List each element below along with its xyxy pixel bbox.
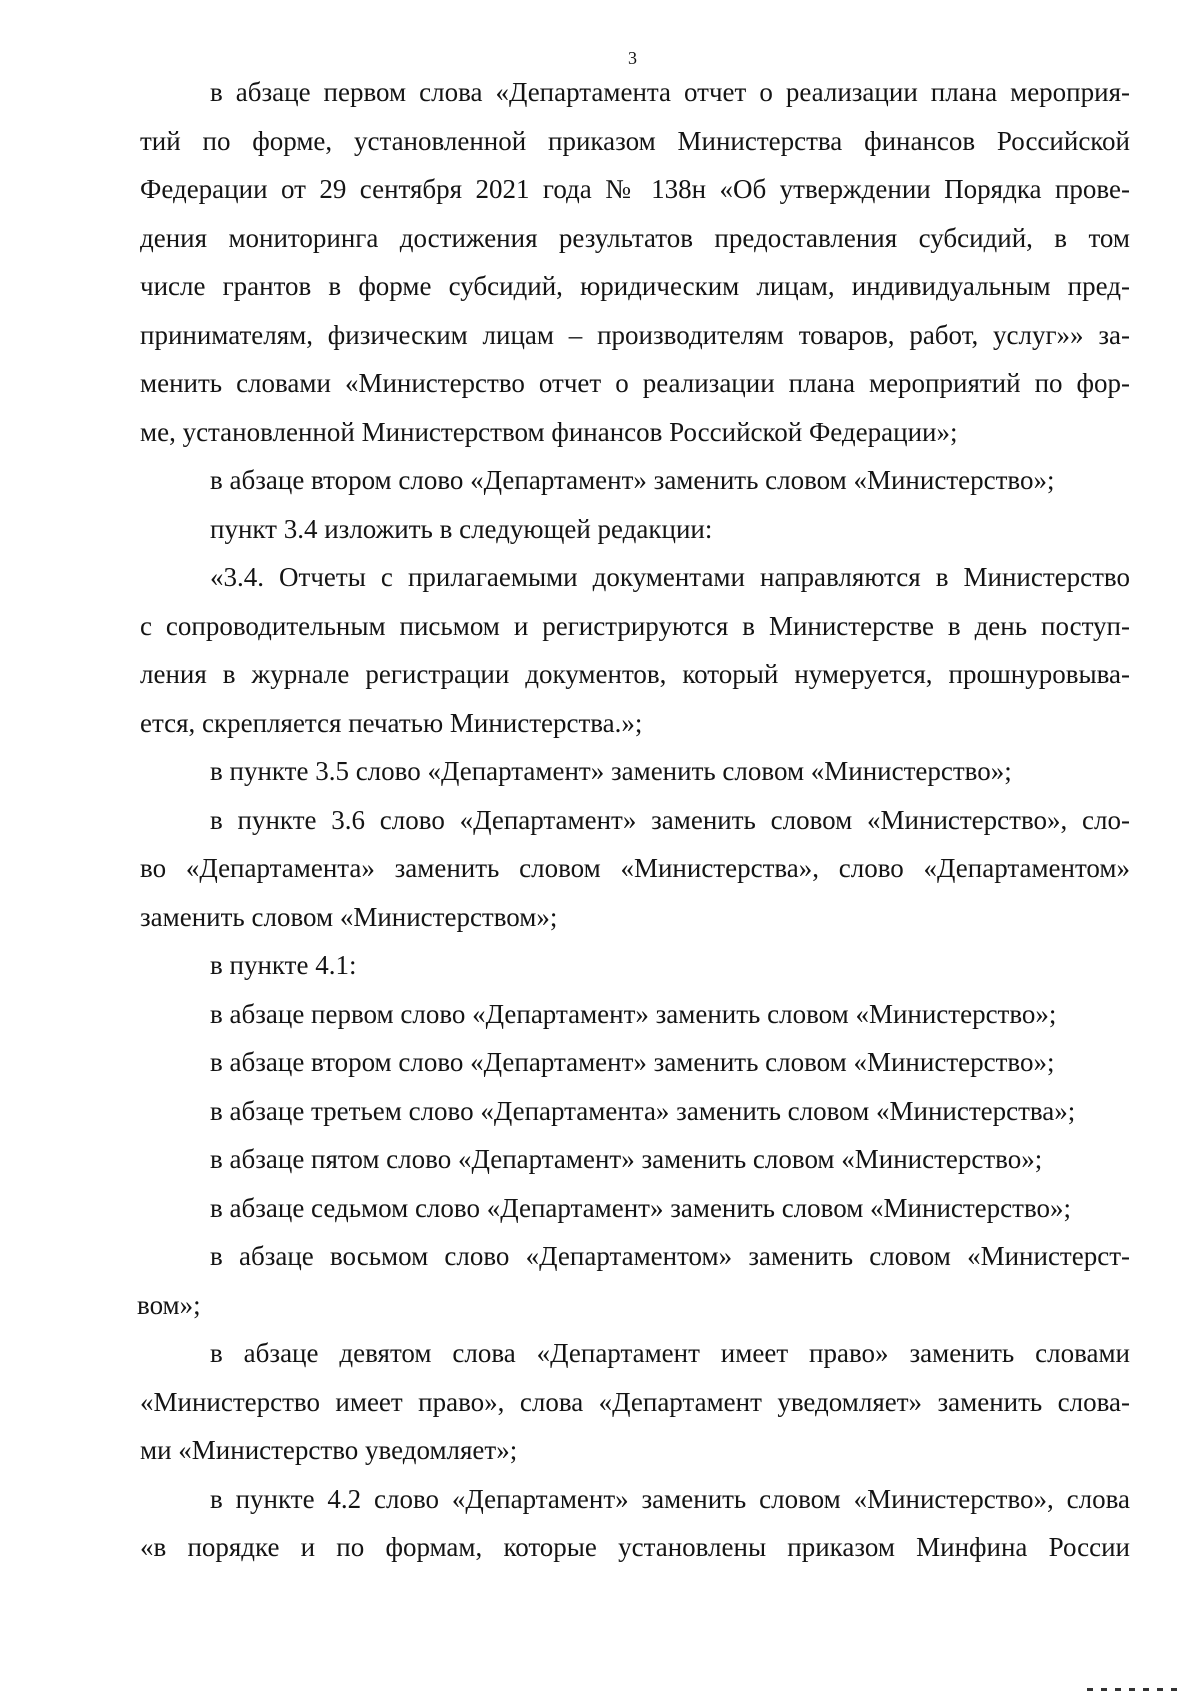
text-line: Федерации от 29 сентября 2021 года № 138н «Об утверждении Порядка прове- [140,174,1130,204]
text-line: пункт 3.4 изложить в следующей редакции: [210,513,713,544]
text-line: в пункте 4.1: [210,950,357,980]
text-line: тий по форме, установленной приказом Министерства финансов Российской [140,125,1130,156]
text-line: в абзаце первом слово «Департамент» заменить словом «Министерство»; [210,998,1057,1029]
text-line: в пункте 3.6 слово «Департамент» заменить словом «Министерство», сло- [210,804,1130,835]
text-line: менить словами «Министерство отчет о реализации плана мероприятий по фор- [140,368,1130,398]
text-line: в абзаце седьмом слово «Департамент» заменить словом «Министерство»; [210,1192,1072,1223]
text-line: в абзаце третьем слово «Департамента» заменить словом «Министерства»; [210,1095,1076,1126]
text-line: принимателям, физическим лицам – производителям товаров, работ, услуг»» за- [140,319,1130,350]
text-line: в абзаце первом слова «Департамента отчет о реализации плана мероприя- [210,77,1130,107]
text-line: «3.4. Отчеты с прилагаемыми документами направляются в Министерство [210,562,1130,592]
text-line: в абзаце втором слово «Департамент» заменить словом «Министерство»; [210,465,1055,495]
text-line: ме, установленной Министерством финансов Российской Федерации»; [140,416,958,447]
text-line: ется, скрепляется печатью Министерства.»; [140,707,643,738]
text-line: в абзаце пятом слово «Департамент» заменить словом «Министерство»; [210,1144,1043,1174]
text-line: с сопроводительным письмом и регистрируются в Министерстве в день поступ- [140,610,1130,641]
text-line: ления в журнале регистрации документов, который нумеруется, прошнуровыва- [140,659,1130,689]
text-line: «Министерство имеет право», слова «Департамент уведомляет» заменить слова- [140,1386,1130,1417]
text-line: в абзаце девятом слова «Департамент имеет право» заменить словами [210,1338,1130,1368]
text-line: ми «Министерство уведомляет»; [140,1435,518,1465]
text-line: дения мониторинга достижения результатов предоставления субсидий, в том [140,222,1130,253]
page-number: 3 [628,48,637,68]
text-line: заменить словом «Министерством»; [140,901,558,932]
cropped-footer-mark [1087,1683,1182,1693]
text-line: в пункте 4.2 слово «Департамент» заменить словом «Министерство», слова [210,1483,1130,1514]
document-body [137,68,1130,1572]
text-line: в абзаце восьмом слово «Департаментом» заменить словом «Министерст- [210,1241,1130,1271]
text-line: числе грантов в форме субсидий, юридическим лицам, индивидуальным пред- [140,271,1130,301]
text-line: в абзаце втором слово «Департамент» заменить словом «Министерство»; [210,1047,1055,1077]
text-line: во «Департамента» заменить словом «Министерства», слово «Департаментом» [140,853,1130,883]
text-line: в пункте 3.5 слово «Департамент» заменить словом «Министерство»; [210,756,1012,786]
text-line: «в порядке и по формам, которые установлены приказом Минфина России [140,1532,1130,1562]
text-line: вом»; [137,1289,201,1320]
